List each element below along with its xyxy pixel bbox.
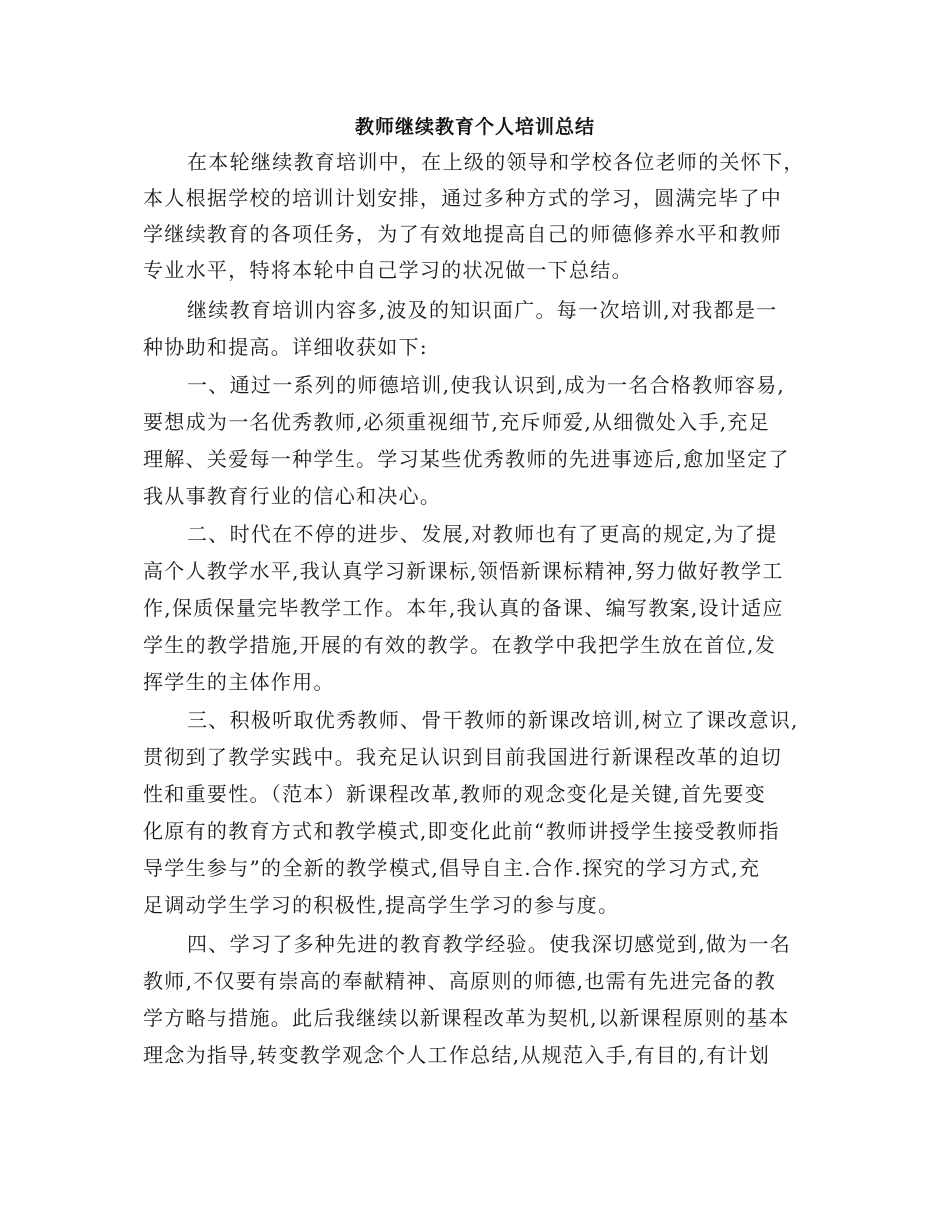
paragraph-line: 本人根据学校的培训计划安排，通过多种方式的学习，圆满完毕了中 xyxy=(143,186,782,210)
paragraph-line: 种协助和提高。详细收获如下: xyxy=(143,335,428,359)
paragraph-line: 专业水平，特将本轮中自己学习的状况做一下总结。 xyxy=(143,258,633,282)
paragraph-line: 挥学生的主体作用。 xyxy=(143,670,335,694)
paragraph-line: 一、通过一系列的师德培训,使我认识到,成为一名合格教师容易, xyxy=(187,373,786,397)
paragraph-line: 高个人教学水平,我认真学习新课标,领悟新课标精神,努力做好教学工 xyxy=(143,559,784,583)
paragraph-line: 性和重要性。（范本）新课程改革,教师的观念变化是关键,首先要变 xyxy=(143,782,767,806)
paragraph-line: 理解、关爱每一种学生。学习某些优秀教师的先进事迹后,愈加坚定了 xyxy=(143,447,790,471)
paragraph-line: 作,保质保量完毕教学工作。本年,我认真的备课、编写教案,设计适应 xyxy=(143,596,784,620)
paragraph-line: 化原有的教育方式和教学模式,即变化此前“教师讲授学生接受教师指 xyxy=(143,819,780,843)
paragraph-line: 学继续教育的各项任务，为了有效地提高自己的师德修养水平和教师 xyxy=(143,222,782,246)
paragraph-line: 学方略与措施。此后我继续以新课程改革为契机,以新课程原则的基本 xyxy=(143,1006,790,1030)
paragraph-line: 二、时代在不停的进步、发展,对教师也有了更高的规定,为了提 xyxy=(187,522,778,546)
paragraph-line: 导学生参与”的全新的教学模式,倡导自主.合作.探究的学习方式,充 xyxy=(143,856,761,880)
paragraph-line: 学生的教学措施,开展的有效的教学。在教学中我把学生放在首位,发 xyxy=(143,633,777,657)
paragraph-line: 教师,不仅要有崇高的奉献精神、高原则的师德,也需有先进完备的教 xyxy=(143,969,777,993)
document-title: 教师继续教育个人培训总结 xyxy=(354,116,595,138)
paragraph-line: 继续教育培训内容多,波及的知识面广。每一次培训,对我都是一 xyxy=(187,298,778,322)
paragraph-line: 四、学习了多种先进的教育教学经验。使我深切感觉到,做为一名 xyxy=(187,932,792,956)
paragraph-line: 贯彻到了教学实践中。我充足认识到目前我国进行新课程改革的迫切 xyxy=(143,745,782,769)
paragraph-line: 足调动学生学习的积极性,提高学生学习的参与度。 xyxy=(143,893,620,917)
paragraph-line: 我从事教育行业的信心和决心。 xyxy=(143,484,442,508)
paragraph-line: 在本轮继续教育培训中，在上级的领导和学校各位老师的关怀下， xyxy=(187,150,805,174)
paragraph-line: 要想成为一名优秀教师,必须重视细节,充斥师爱,从细微处入手,充足 xyxy=(143,410,771,434)
paragraph-line: 三、积极听取优秀教师、骨干教师的新课改培训,树立了课改意识, xyxy=(187,708,799,732)
paragraph-line: 理念为指导,转变教学观念个人工作总结,从规范入手,有目的,有计划 xyxy=(143,1043,771,1067)
